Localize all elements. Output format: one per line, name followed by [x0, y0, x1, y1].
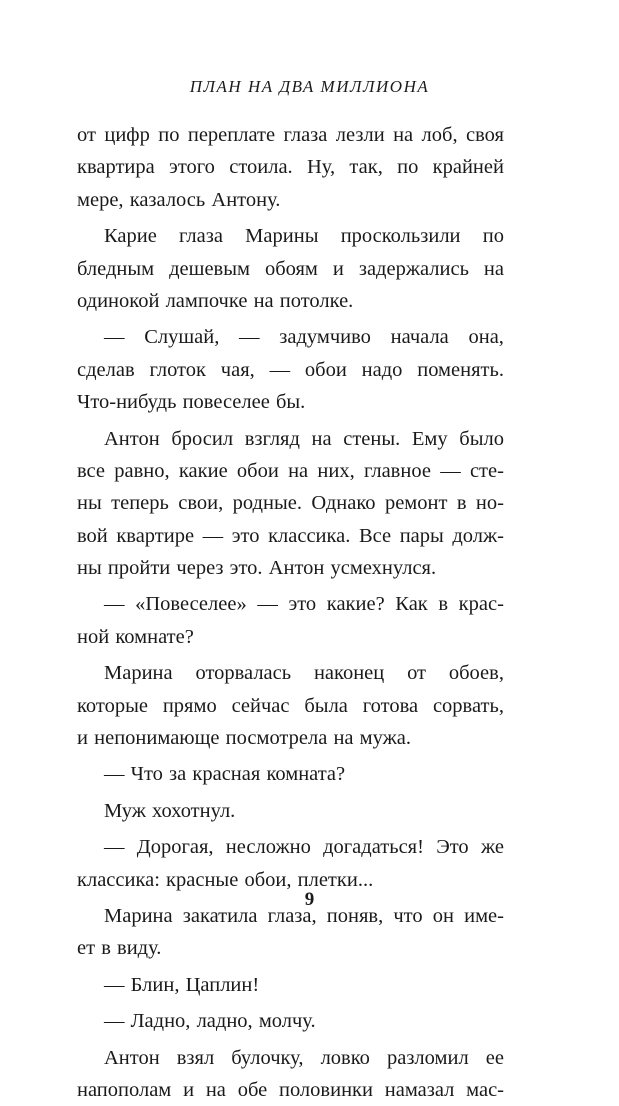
text-line: — Блин, Цаплин! — [104, 973, 260, 996]
text-line: Антон взял булочку, ловко разломил ее — [104, 1046, 504, 1069]
text-line: Марина закатила глаза, поняв, что он име- — [104, 904, 504, 927]
text-line: сделав глоток чая, — обои надо поменять. — [77, 358, 504, 381]
text-line: Карие глаза Марины проскользили по — [104, 225, 504, 248]
text-line: ет в виду. — [77, 937, 162, 960]
text-line: которые прямо сейчас была готова сорвать, — [77, 694, 504, 717]
text-line: бледным дешевым обоям и задержались на — [77, 257, 504, 280]
text-line: напополам и на обе половинки намазал мас- — [77, 1078, 504, 1101]
page-number: 9 — [304, 889, 315, 910]
text-line: ны теперь свои, родные. Однако ремонт в но- — [77, 492, 504, 515]
text-line: от цифр по переплате глаза лезли на лоб, своя — [77, 124, 504, 146]
text-line: — Дорогая, несложно догадаться! Это же — [104, 836, 504, 859]
running-head: ПЛАН НА ДВА МИЛЛИОНА — [189, 77, 430, 96]
text-line: — Что за красная комната? — [104, 763, 346, 786]
text-line: и непонимающе посмотрела на мужа. — [77, 727, 412, 750]
text-line: Муж хохотнул. — [104, 799, 236, 822]
text-line: — Ладно, ладно, молчу. — [104, 1010, 316, 1033]
text-line: ной комнате? — [77, 625, 194, 648]
text-line: квартира этого стоила. Ну, так, по крайней — [77, 156, 504, 179]
text-line: все равно, какие обои на них, главное — сте- — [77, 459, 504, 482]
text-line: Антон бросил взгляд на стены. Ему было — [104, 427, 504, 450]
text-line: Марина оторвалась наконец от обоев, — [104, 662, 504, 685]
text-line: вой квартире — это классика. Все пары долж- — [77, 524, 504, 547]
body-text — [77, 119, 504, 1106]
text-line: мере, казалось Антону. — [77, 188, 281, 211]
text-line: классика: красные обои, плетки... — [77, 868, 374, 891]
text-line: Что-нибудь повеселее бы. — [77, 391, 306, 414]
text-line: одинокой лампочке на потолке. — [77, 289, 354, 312]
text-line: ны пройти через это. Антон усмехнулся. — [77, 557, 437, 580]
text-line: — «Повеселее» — это какие? Как в крас- — [104, 593, 504, 616]
text-line: — Слушай, — задумчиво начала она, — [104, 326, 504, 349]
